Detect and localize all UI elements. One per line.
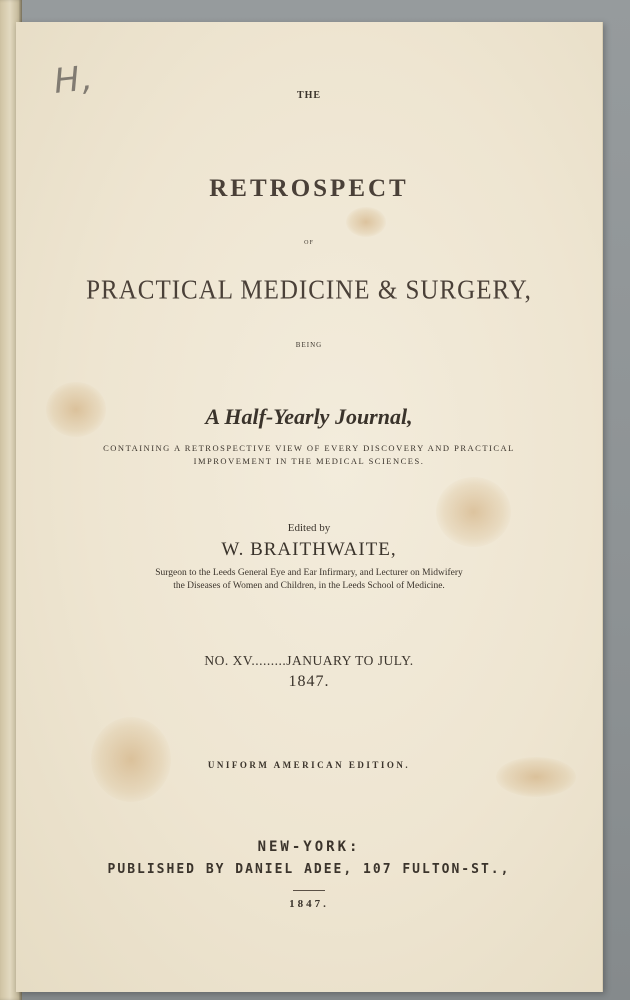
issue-number: NO. XV.........JANUARY TO JULY. (204, 653, 414, 668)
contents-line-2: IMPROVEMENT IN THE MEDICAL SCIENCES. (193, 456, 425, 466)
publisher-line: PUBLISHED BY DANIEL ADEE, 107 FULTON-ST., (107, 862, 511, 877)
title-page (16, 22, 603, 992)
issue-year: 1847. (288, 673, 330, 690)
heading-being: BEING (295, 341, 323, 349)
foxing-stain (346, 207, 386, 237)
handwritten-mark: H, (52, 57, 97, 103)
edited-by-label: Edited by (287, 522, 331, 534)
imprint-year: 1847. (289, 898, 329, 910)
contents-line-1: CONTAINING A RETROSPECTIVE VIEW OF EVERY DISCOVERY AND PRACTICAL (103, 443, 515, 453)
imprint-rule (293, 890, 325, 891)
page-title: RETROSPECT (209, 175, 409, 202)
contents-description (16, 442, 602, 468)
affiliation-line-1: Surgeon to the Leeds General Eye and Ear Infirmary, and Lecturer on Midwifery (155, 568, 463, 578)
edition-label: UNIFORM AMERICAN EDITION. (207, 760, 411, 770)
editor-name: W. BRAITHWAITE, (221, 539, 397, 560)
affiliation-line-2: the Diseases of Women and Children, in the Leeds School of Medicine. (173, 581, 445, 591)
publisher-city: NEW-YORK: (257, 839, 361, 855)
heading-the: THE (296, 90, 322, 101)
journal-description: A Half-Yearly Journal, (205, 404, 413, 429)
foxing-stain (436, 477, 511, 547)
heading-of: OF (304, 240, 314, 246)
editor-affiliation (16, 567, 602, 593)
page-subtitle: PRACTICAL MEDICINE & SURGERY, (86, 275, 532, 306)
